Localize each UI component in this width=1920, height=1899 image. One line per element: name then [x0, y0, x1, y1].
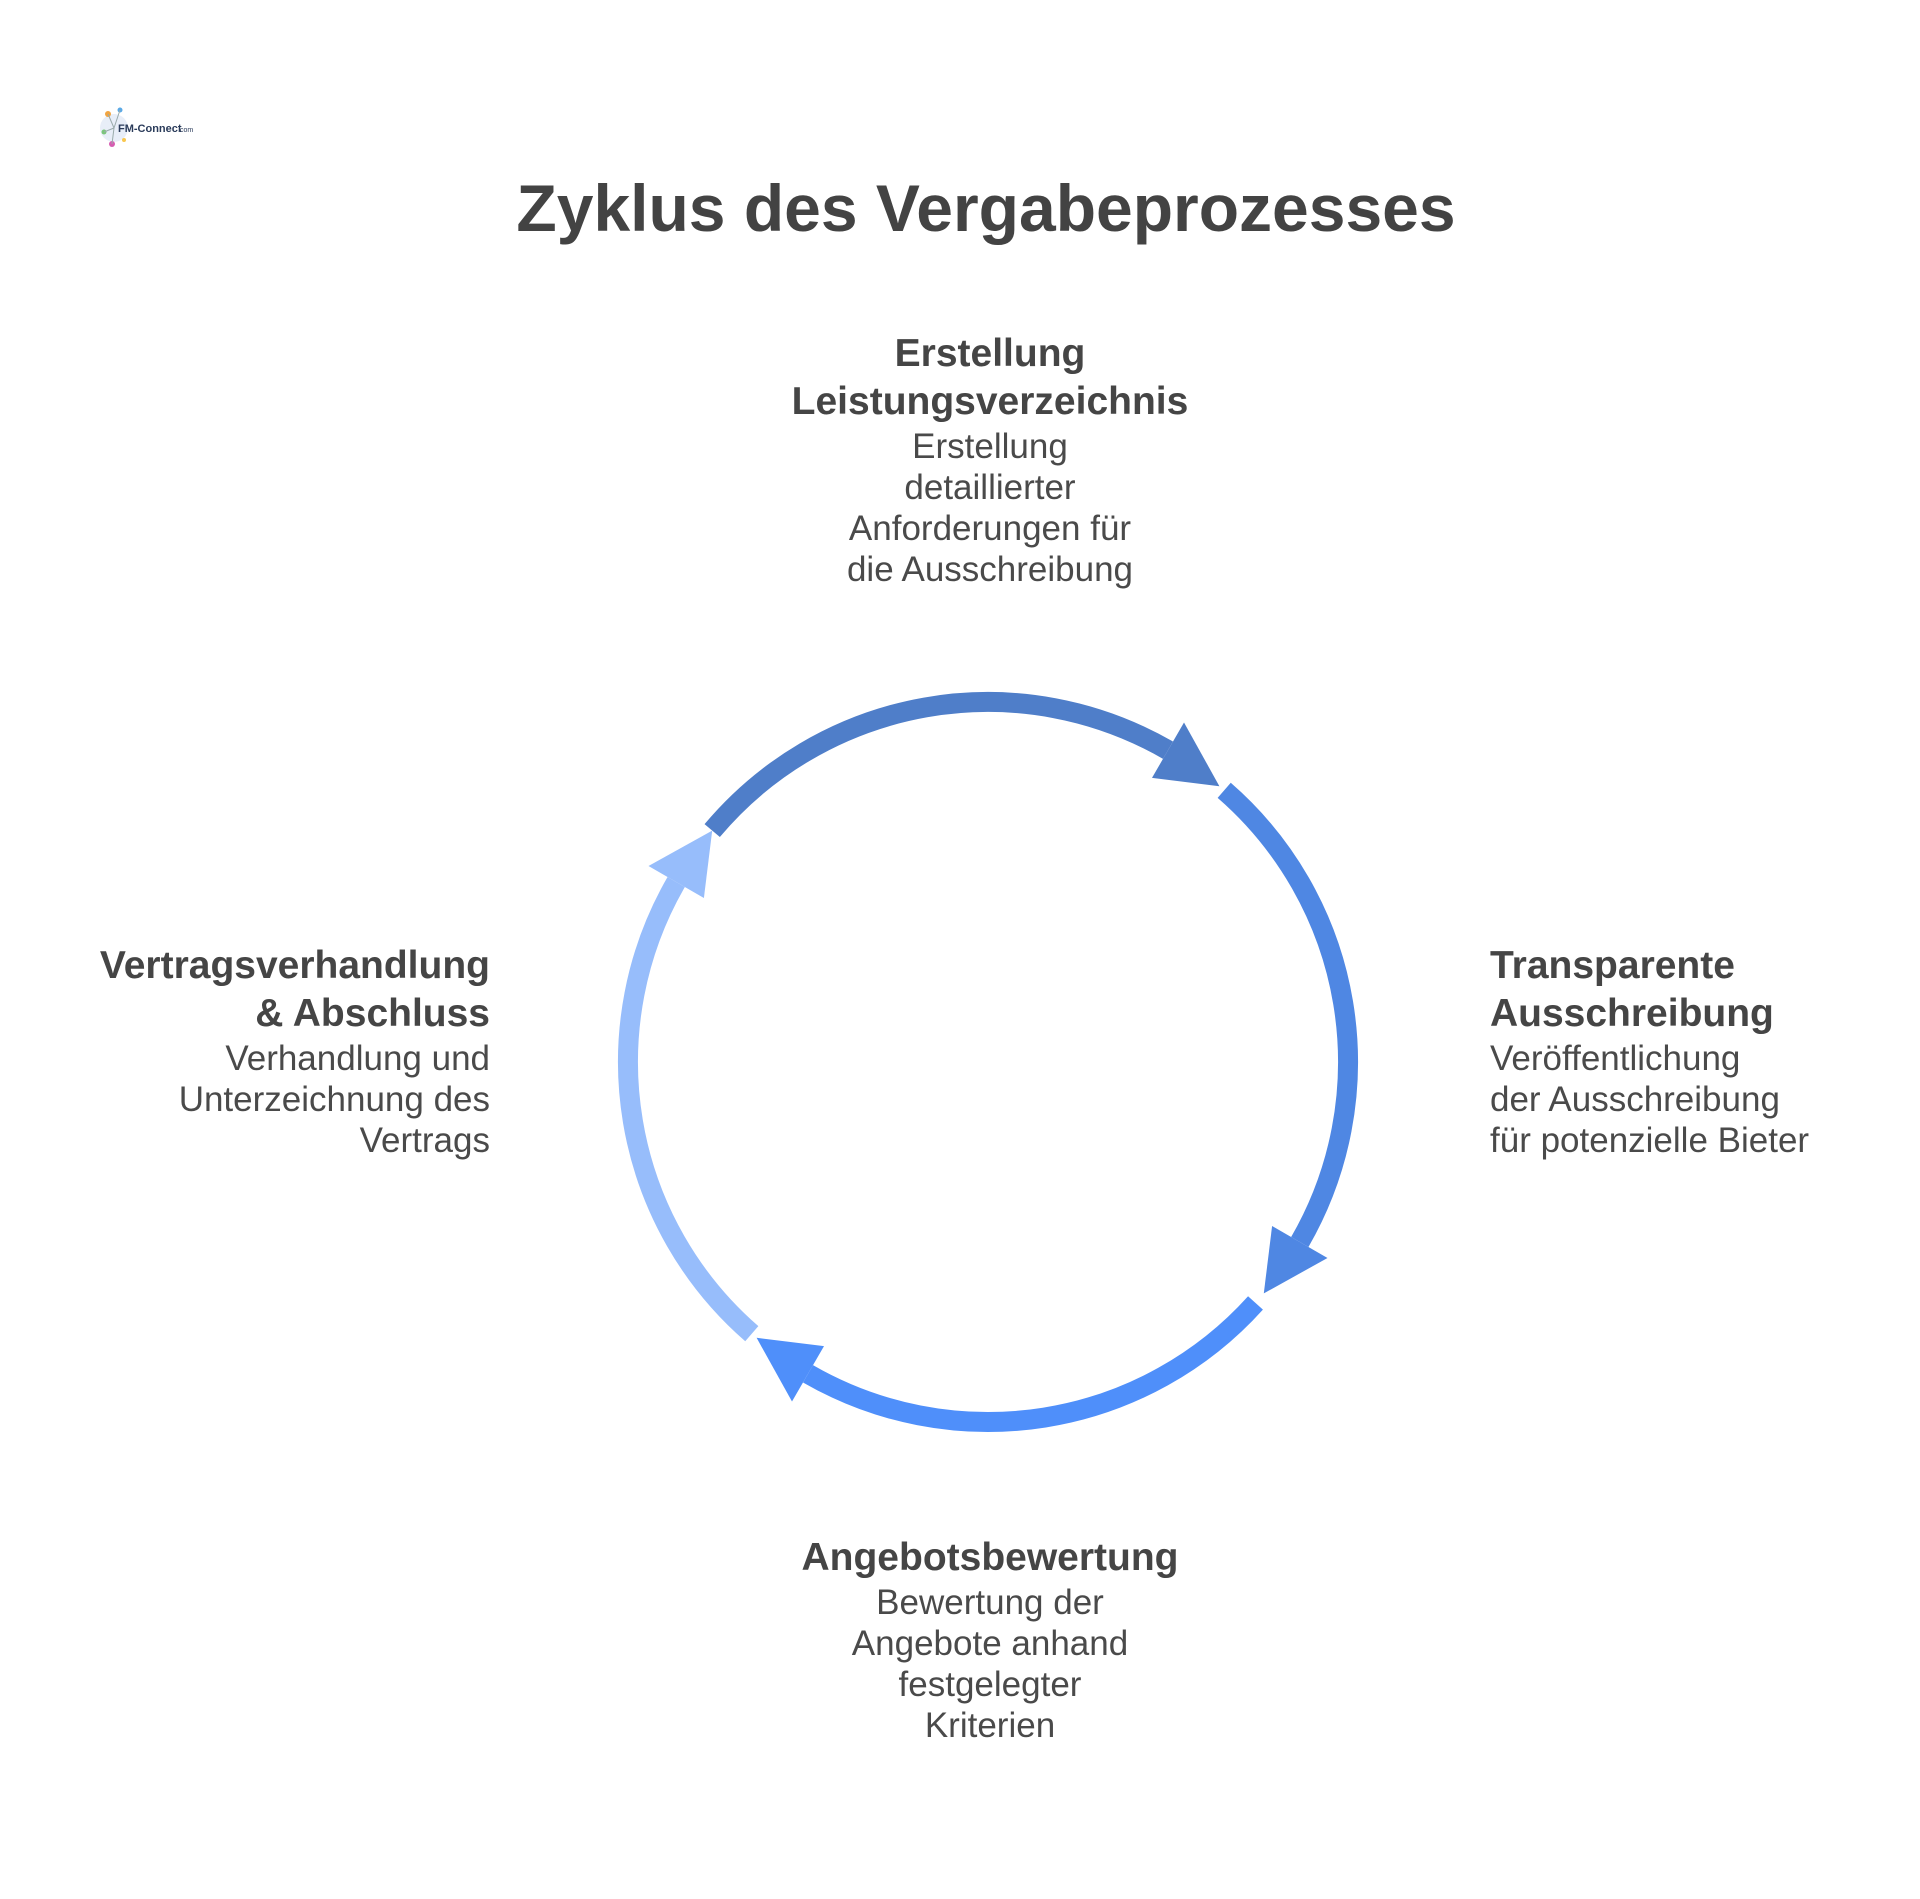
stage-description: Veröffentlichung der Ausschreibung für potenzielle Bieter: [1490, 1039, 1810, 1160]
page-title: Zyklus des Vergabeprozesses: [516, 171, 1456, 245]
stage-description: Erstellung detaillierter Anforderungen für die Ausschreibung: [846, 427, 1134, 589]
stage-title: Angebotsbewertung: [801, 1536, 1179, 1579]
stage-title: Vertragsverhandlung & Abschluss: [99, 944, 490, 1035]
stage-top: [730, 330, 1250, 590]
stage-description: Verhandlung und Unterzeichnung des Vertrags: [178, 1039, 490, 1160]
cycle-arrow-4: [628, 831, 752, 1334]
svg-text:.com: .com: [178, 127, 194, 134]
stage-description: Bewertung der Angebote anhand festgelegter Kriterien: [851, 1583, 1129, 1745]
stage-title: Transparente Ausschreibung: [1490, 944, 1774, 1035]
cycle-arrow-2: [1224, 790, 1348, 1293]
stage-left: [60, 942, 490, 1161]
svg-text:FM-Connect: FM-Connect: [118, 123, 182, 135]
cycle-arrow-3: [757, 1303, 1256, 1422]
stage-right: [1490, 942, 1890, 1161]
stage-bottom: [740, 1534, 1240, 1746]
stage-title: Erstellung Leistungsverzeichnis: [791, 332, 1189, 423]
cycle-arrow-1: [712, 702, 1219, 831]
